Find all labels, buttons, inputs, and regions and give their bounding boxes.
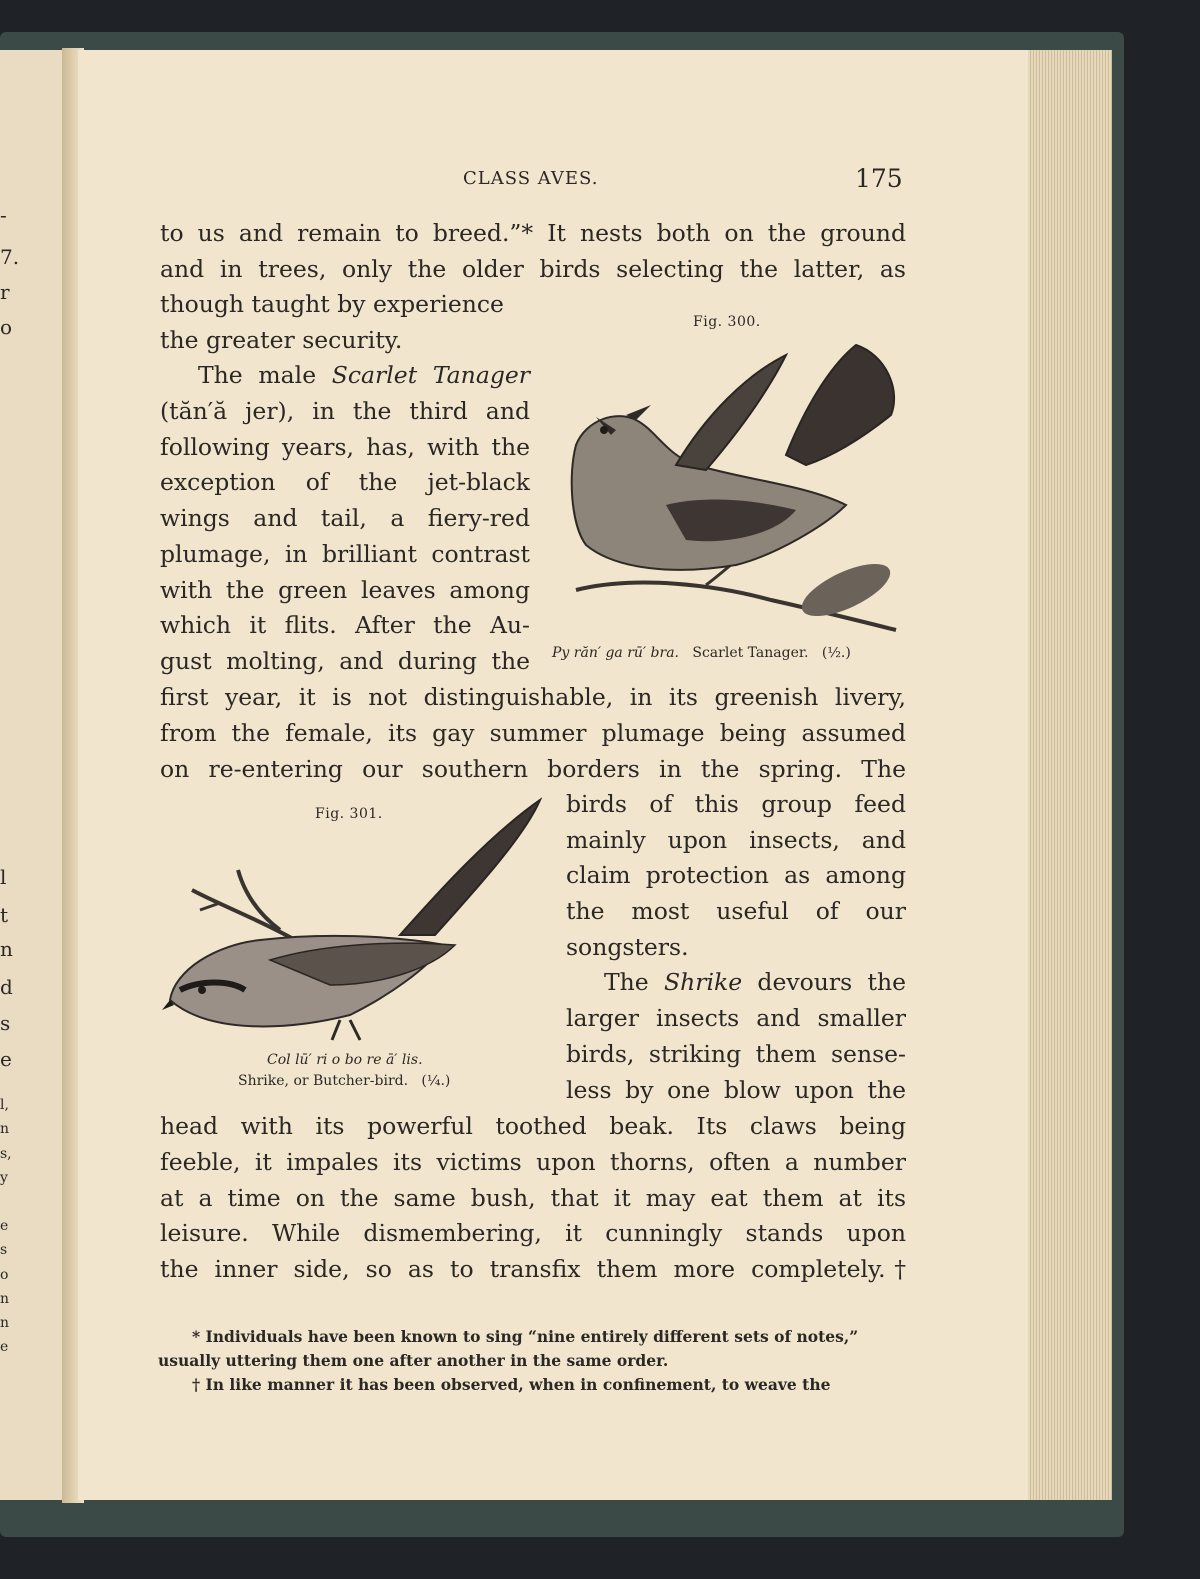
text-line xyxy=(198,358,530,394)
latin-name: Col lū′ ri o bo re ā′ lis. xyxy=(267,1052,423,1068)
text-line: though taught by experience xyxy=(160,290,504,318)
margin-fragment: o xyxy=(0,315,13,339)
text-line: to us and remain to breed.”* It nests both on the ground xyxy=(160,219,906,247)
text-run: The male xyxy=(198,361,332,389)
running-head: CLASS AVES. xyxy=(463,168,599,189)
text-line: plumage, in brilliant contrast xyxy=(160,540,530,568)
footnote: usually uttering them one after another in the same order. xyxy=(158,1351,669,1370)
margin-fragment: n xyxy=(0,1121,10,1137)
margin-fragment: n xyxy=(0,937,13,961)
footnote: * Individuals have been known to sing “nine entirely different sets of notes,” xyxy=(192,1327,859,1346)
scale-note: (½.) xyxy=(821,645,851,661)
text-line: the inner side, so as to transfix them more completely.† xyxy=(160,1255,906,1283)
figure-301-label: Fig. 301. xyxy=(315,806,383,822)
text-line: larger insects and smaller xyxy=(566,1004,906,1032)
margin-fragment: 7. xyxy=(0,245,20,269)
margin-fragment: t xyxy=(0,903,9,927)
text-line: the greater security. xyxy=(160,326,403,354)
margin-fragment: y xyxy=(0,1170,8,1186)
figure-301-caption xyxy=(238,1073,450,1089)
footnote: † In like manner it has been observed, when in confinement, to weave the xyxy=(192,1375,831,1394)
margin-fragment: e xyxy=(0,1339,9,1355)
text-line: less by one blow upon the xyxy=(566,1076,906,1104)
text-line: mainly upon insects, and xyxy=(566,826,906,854)
margin-fragment: l, xyxy=(0,1097,9,1113)
margin-fragment: s xyxy=(0,1242,8,1258)
page-edges xyxy=(1028,50,1112,1500)
text-line: from the female, its gay summer plumage being assumed xyxy=(160,719,906,747)
text-line: on re-entering our southern borders in the spring. The xyxy=(160,755,906,783)
text-line: with the green leaves among xyxy=(160,576,530,604)
text-line: claim protection as among xyxy=(566,861,906,889)
text-run: The xyxy=(604,968,664,996)
common-name: Shrike, or Butcher-bird. xyxy=(238,1073,409,1089)
species-name: Shrike xyxy=(664,968,743,996)
margin-fragment: e xyxy=(0,1218,9,1234)
text-line: feeble, it impales its victims upon thorns, often a number xyxy=(160,1148,906,1176)
figure-300-caption xyxy=(552,645,851,661)
margin-fragment: o xyxy=(0,1267,9,1283)
text-line: leisure. While dismembering, it cunningly stands upon xyxy=(160,1219,906,1247)
species-name: Scarlet Tanager xyxy=(331,361,531,389)
scale-note: (¼.) xyxy=(421,1073,451,1089)
text-line: following years, has, with the xyxy=(160,433,530,461)
text-line: (tăn′ă jer), in the third and xyxy=(160,397,530,425)
text-line: birds, striking them sense- xyxy=(566,1040,906,1068)
margin-fragment: r xyxy=(0,280,10,304)
margin-fragment: d xyxy=(0,975,13,999)
text-line: and in trees, only the older birds selecting the latter, as xyxy=(160,255,906,283)
text-line xyxy=(604,965,906,1001)
text-line: wings and tail, a fiery-red xyxy=(160,504,530,532)
text-line: head with its powerful toothed beak. Its claws being xyxy=(160,1112,906,1140)
text-line: birds of this group feed xyxy=(566,790,906,818)
margin-fragment: - xyxy=(0,203,7,227)
margin-fragment: n xyxy=(0,1291,10,1307)
text-line: which it flits. After the Au- xyxy=(160,611,530,639)
text-line: the most useful of our xyxy=(566,897,906,925)
common-name: Scarlet Tanager. xyxy=(692,645,809,661)
text-line: at a time on the same bush, that it may eat them at its xyxy=(160,1184,906,1212)
margin-fragment: l xyxy=(0,865,7,889)
text-line: exception of the jet-black xyxy=(160,468,530,496)
margin-fragment: n xyxy=(0,1315,10,1331)
text-line: gust molting, and during the xyxy=(160,647,530,675)
figure-300-label: Fig. 300. xyxy=(693,314,761,330)
margin-fragment: s, xyxy=(0,1146,12,1162)
text-run: devours the xyxy=(742,968,906,996)
scarlet-tanager-illustration xyxy=(556,335,906,640)
margin-fragment: s xyxy=(0,1011,11,1035)
figure-301-caption-latin xyxy=(267,1052,423,1068)
latin-name: Py răn′ ga rū′ bra. xyxy=(552,645,680,661)
text-line: songsters. xyxy=(566,933,689,961)
text-line: first year, it is not distinguishable, in its greenish livery, xyxy=(160,683,906,711)
margin-fragment: e xyxy=(0,1047,12,1071)
page-number: 175 xyxy=(855,164,903,193)
shrike-illustration xyxy=(160,795,545,1050)
